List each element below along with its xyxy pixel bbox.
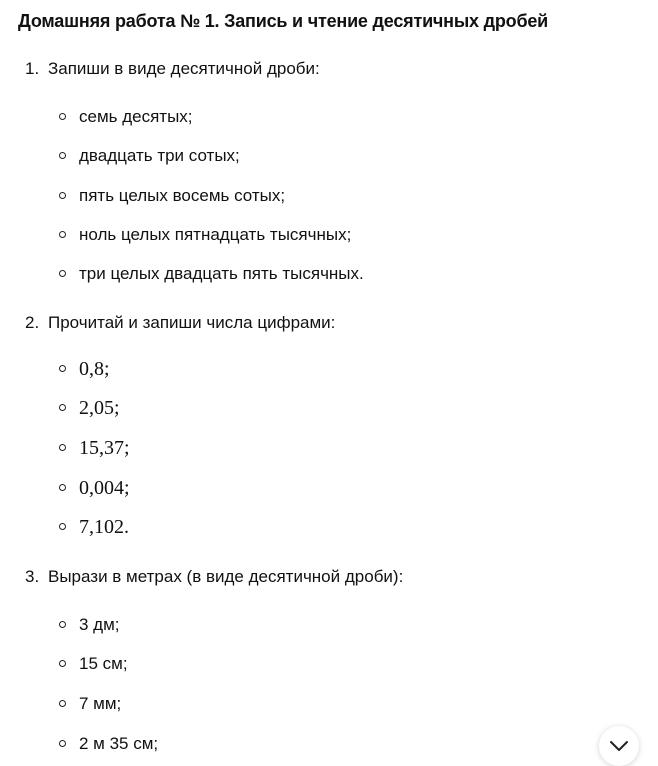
task-number: 1. bbox=[25, 59, 40, 78]
bullet-icon bbox=[59, 270, 66, 277]
list-item bbox=[59, 614, 120, 636]
task-heading-2 bbox=[25, 312, 335, 334]
list-item-text: ноль целых пятнадцать тысячных; bbox=[79, 225, 352, 244]
list-item bbox=[59, 693, 121, 715]
list-item-text: три целых двадцать пять тысячных. bbox=[79, 264, 364, 283]
list-item-text: двадцать три сотых; bbox=[79, 146, 240, 165]
task-heading-text: Вырази в метрах (в виде десятичной дроби): bbox=[48, 567, 404, 586]
list-item-text: 0,8; bbox=[79, 358, 110, 380]
bullet-icon bbox=[59, 113, 66, 120]
list-item bbox=[59, 224, 351, 246]
list-item-text: семь десятых; bbox=[79, 107, 193, 126]
bullet-icon bbox=[59, 621, 66, 628]
list-item-text: пять целых восемь сотых; bbox=[79, 186, 286, 205]
chevron-down-icon bbox=[609, 740, 629, 752]
bullet-icon bbox=[59, 484, 66, 491]
list-item bbox=[59, 437, 130, 459]
scroll-down-button[interactable] bbox=[599, 726, 639, 766]
list-item-text: 3 дм; bbox=[79, 615, 120, 634]
list-item bbox=[59, 653, 128, 675]
bullet-icon bbox=[59, 404, 66, 411]
list-item bbox=[59, 516, 129, 538]
list-item bbox=[59, 733, 158, 755]
bullet-icon bbox=[59, 231, 66, 238]
list-item bbox=[59, 106, 193, 128]
list-item bbox=[59, 477, 130, 499]
task-number: 3. bbox=[25, 567, 40, 586]
page-title: Домашняя работа № 1. Запись и чтение десятичных дробей bbox=[18, 11, 549, 31]
list-item-text: 7,102. bbox=[79, 516, 129, 538]
list-item-text: 15 см; bbox=[79, 654, 128, 673]
list-item-text: 7 мм; bbox=[79, 694, 122, 713]
task-heading-3 bbox=[25, 566, 403, 588]
bullet-icon bbox=[59, 700, 66, 707]
list-item bbox=[59, 145, 240, 167]
list-item-text: 0,004; bbox=[79, 477, 130, 499]
bullet-icon bbox=[59, 740, 66, 747]
list-item-text: 15,37; bbox=[79, 437, 130, 459]
task-heading-text: Запиши в виде десятичной дроби: bbox=[48, 59, 320, 78]
bullet-icon bbox=[59, 152, 66, 159]
bullet-icon bbox=[59, 444, 66, 451]
list-item bbox=[59, 397, 120, 419]
bullet-icon bbox=[59, 192, 66, 199]
bullet-icon bbox=[59, 365, 66, 372]
task-heading-text: Прочитай и запиши числа цифрами: bbox=[48, 313, 336, 332]
list-item bbox=[59, 185, 285, 207]
task-heading-1 bbox=[25, 58, 320, 80]
list-item bbox=[59, 358, 110, 380]
list-item-text: 2 м 35 см; bbox=[79, 734, 159, 753]
bullet-icon bbox=[59, 660, 66, 667]
bullet-icon bbox=[59, 523, 66, 530]
list-item-text: 2,05; bbox=[79, 397, 120, 419]
task-number: 2. bbox=[25, 313, 40, 332]
list-item bbox=[59, 263, 364, 285]
